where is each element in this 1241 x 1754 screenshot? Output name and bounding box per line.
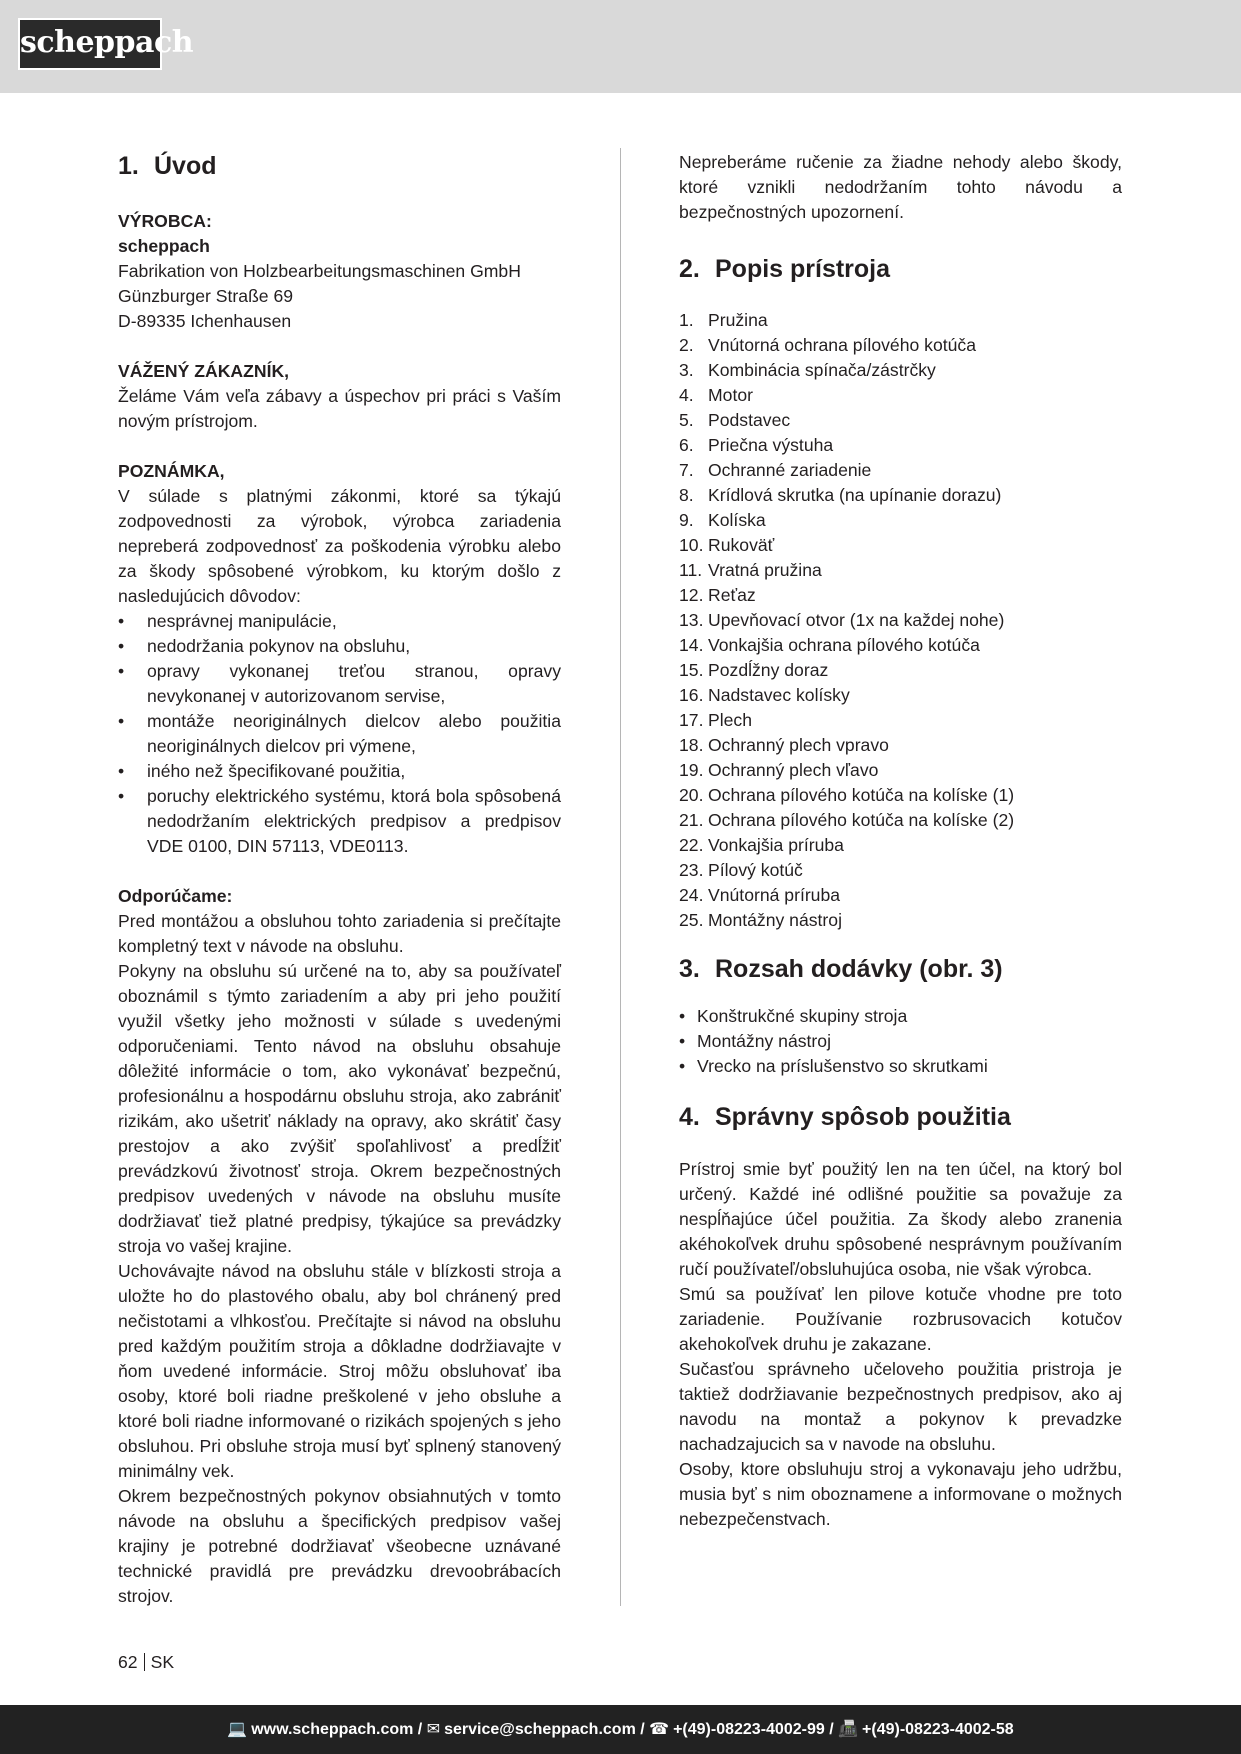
liability-disclaimer: Nepreberáme ručenie za žiadne nehody alebo škody, ktoré vznikli nedodržaním tohto návodu a bezpečnostných upozornení. xyxy=(679,152,1122,222)
footer-fax: +(49)-08223-4002-58 xyxy=(862,1721,1014,1738)
list-item: 10. Rukoväť xyxy=(679,535,775,555)
list-item: • poruchy elektrického systému, ktorá bola spôsobená nedodržaním elektrických predpisov a predpisov VDE 0100, DIN 57113, VDE0113. xyxy=(118,784,561,859)
footer-bar: 💻 www.scheppach.com / ✉ service@scheppach.com / ☎ +(49)-08223-4002-99 / 📠 +(49)-08223-4002-58 xyxy=(0,1705,1241,1754)
list-item: • Montážny nástroj xyxy=(679,1029,1122,1054)
list-item: 19. Ochranný plech vľavo xyxy=(679,760,879,780)
customer-text: Želáme Vám veľa zábavy a úspechov pri práci s Vaším novým prístrojom. xyxy=(118,386,561,431)
list-item: 17. Plech xyxy=(679,710,753,730)
recommend-paragraph: Uchovávajte návod na obsluhu stále v blízkosti stroja a uložte ho do plastového obalu, aby bol chránený pred nečistotami a vlhkosťou. Prečítajte si návod na obsluhu pred každým použitím stroja a dôkladne dodržiavajte v ňom uvedené informácie. Stroj môžu obsluhovať iba osoby, ktoré boli riadne preškolené v jeho obsluhe a ktoré boli riadne informované o rizikách spojených s jeho obsluhou. Pri obsluhe stroja musí byť splnený stanovený minimálny vek. xyxy=(118,1261,561,1481)
list-item: 24. Vnútorná príruba xyxy=(679,885,841,905)
footer-email[interactable]: service@scheppach.com xyxy=(444,1721,636,1738)
note-label: POZNÁMKA, xyxy=(118,461,225,481)
recommend-paragraph: Okrem bezpečnostných pokynov obsiahnutých v tomto návode na obsluhu a špecifických predpisov vašej krajiny je potrebné dodržiavať všeobecne uznávané technické pravidlá pre prevádzku drevoobrábacích strojov. xyxy=(118,1486,561,1606)
list-item: • nedodržania pokynov na obsluhu, xyxy=(118,634,561,659)
list-item: 4. Motor xyxy=(679,385,753,405)
manufacturer-label: VÝROBCA: xyxy=(118,211,212,231)
recommend-paragraph: Pokyny na obsluhu sú určené na to, aby sa používateľ oboznámil s týmto zariadením a aby pri jeho použití využil všetky jeho možnosti v súlade s uvedenými odporučeniami. Tento návod na obsluhu obsahuje dôležité informácie o tom, ako vykonávať bezpečnú, profesionálnu a hospodárnu obsluhu stroja, ako zabrániť rizikám, ako ušetriť náklady na opravy, ako skrátiť časy prestojov a ako zvýšiť spoľahlivosť a predĺžiť prevádzkovú životnosť stroja. Okrem bezpečnostných predpisov uvedených v návode na obsluhu musíte dodržiavať tiež platné predpisy, týkajúce sa prevádzky stroja vo vašej krajine. xyxy=(118,961,561,1256)
list-item: • montáže neoriginálnych dielcov alebo použitia neoriginálnych dielcov pri výmene, xyxy=(118,709,561,759)
list-item: 6. Priečna výstuha xyxy=(679,435,834,455)
list-item: 21. Ochrana pílového kotúča na kolíske (2) xyxy=(679,810,1015,830)
manufacturer-name: scheppach xyxy=(118,236,210,256)
section-1-heading: 1. Úvod xyxy=(118,152,217,180)
note-text: V súlade s platnými zákonmi, ktoré sa týkajú zodpovednosti za výrobok, výrobca zariadenia nepreberá zodpovednosť za poškodenia výrobku alebo za škody spôsobené výrobkom, ku ktorým došlo z nasledujúcich dôvodov: xyxy=(118,486,561,606)
list-item: 7. Ochranné zariadenie xyxy=(679,460,872,480)
list-item: • Vrecko na príslušenstvo so skrutkami xyxy=(679,1054,1122,1079)
page-number: 62 SK xyxy=(118,1652,175,1672)
list-item: 9. Kolíska xyxy=(679,510,766,530)
list-item: 25. Montážny nástroj xyxy=(679,910,842,930)
manufacturer-company: Fabrikation von Holzbearbeitungsmaschinen GmbH xyxy=(118,261,521,281)
header-bar xyxy=(0,0,1241,93)
right-column xyxy=(679,150,1122,1532)
list-item: 16. Nadstavec kolísky xyxy=(679,685,850,705)
phone-icon: ☎ xyxy=(649,1721,670,1738)
usage-paragraph: Osoby, ktore obsluhuju stroj a vykonavaju jeho udržbu, musia byť s nim oboznamene a informovane o možnych nebezpečenstvach. xyxy=(679,1459,1122,1529)
recommend-paragraph: Pred montážou a obsluhou tohto zariadenia si prečítajte kompletný text v návode na obsluhu. xyxy=(118,911,561,956)
list-item: • nesprávnej manipulácie, xyxy=(118,609,561,634)
section-4-heading: 4. Správny spôsob použitia xyxy=(679,1103,1011,1131)
column-divider xyxy=(620,148,621,1606)
footer-phone: +(49)-08223-4002-99 xyxy=(673,1721,825,1738)
computer-icon: 💻 xyxy=(227,1721,248,1738)
fax-icon: 📠 xyxy=(838,1721,859,1738)
section-2-heading: 2. Popis prístroja xyxy=(679,255,891,283)
scheppach-logo: scheppach xyxy=(18,18,162,70)
email-icon: ✉ xyxy=(426,1721,441,1738)
manufacturer-street: Günzburger Straße 69 xyxy=(118,286,294,306)
usage-paragraph: Smú sa používať len pilove kotuče vhodne pre toto zariadenie. Používanie rozbrusovacich kotučov akehokoľvek druhu je zakazane. xyxy=(679,1284,1122,1354)
footer-website[interactable]: www.scheppach.com xyxy=(251,1721,414,1738)
list-item: • Konštrukčné skupiny stroja xyxy=(679,1004,1122,1029)
list-item: 12. Reťaz xyxy=(679,585,756,605)
list-item: 15. Pozdĺžny doraz xyxy=(679,660,829,680)
list-item: 18. Ochranný plech vpravo xyxy=(679,735,889,755)
list-item: 5. Podstavec xyxy=(679,410,791,430)
list-item: 3. Kombinácia spínača/zástrčky xyxy=(679,360,936,380)
list-item: 20. Ochrana pílového kotúča na kolíske (1) xyxy=(679,785,1015,805)
usage-paragraph: Sučasťou správneho učeloveho použitia pristroja je taktiež dodržiavanie bezpečnostnych predpisov, ako aj navodu na montaž a pokynov k prevadzke nachadzajucich sa v navode na obsluhu. xyxy=(679,1359,1122,1454)
list-item: • iného než špecifikované použitia, xyxy=(118,759,561,784)
list-item: 13. Upevňovací otvor (1x na každej nohe) xyxy=(679,610,1005,630)
list-item: 11. Vratná pružina xyxy=(679,560,822,580)
list-item: 14. Vonkajšia ochrana pílového kotúča xyxy=(679,635,980,655)
manufacturer-city: D-89335 Ichenhausen xyxy=(118,311,292,331)
parts-list xyxy=(679,308,1122,933)
liability-list xyxy=(118,609,561,859)
delivery-list xyxy=(679,1004,1122,1079)
list-item: 2. Vnútorná ochrana pílového kotúča xyxy=(679,335,977,355)
usage-paragraph: Prístroj smie byť použitý len na ten účel, na ktorý bol určený. Každé iné odlišné použitie sa považuje za nespĺňajúce účel použitia. Za škody alebo zranenia akéhokoľvek druhu spôsobené nesprávnym používaním ručí používateľ/obsluhujúca osoba, nie však výrobca. xyxy=(679,1159,1122,1279)
list-item: 1. Pružina xyxy=(679,310,768,330)
left-column xyxy=(118,150,561,1609)
customer-label: VÁŽENÝ ZÁKAZNÍK, xyxy=(118,361,290,381)
section-3-heading: 3. Rozsah dodávky (obr. 3) xyxy=(679,955,1003,983)
list-item: • opravy vykonanej treťou stranou, opravy nevykonanej v autorizovanom servise, xyxy=(118,659,561,709)
list-item: 8. Krídlová skrutka (na upínanie dorazu) xyxy=(679,485,1002,505)
list-item: 23. Pílový kotúč xyxy=(679,860,803,880)
recommend-label: Odporúčame: xyxy=(118,886,233,906)
list-item: 22. Vonkajšia príruba xyxy=(679,835,844,855)
